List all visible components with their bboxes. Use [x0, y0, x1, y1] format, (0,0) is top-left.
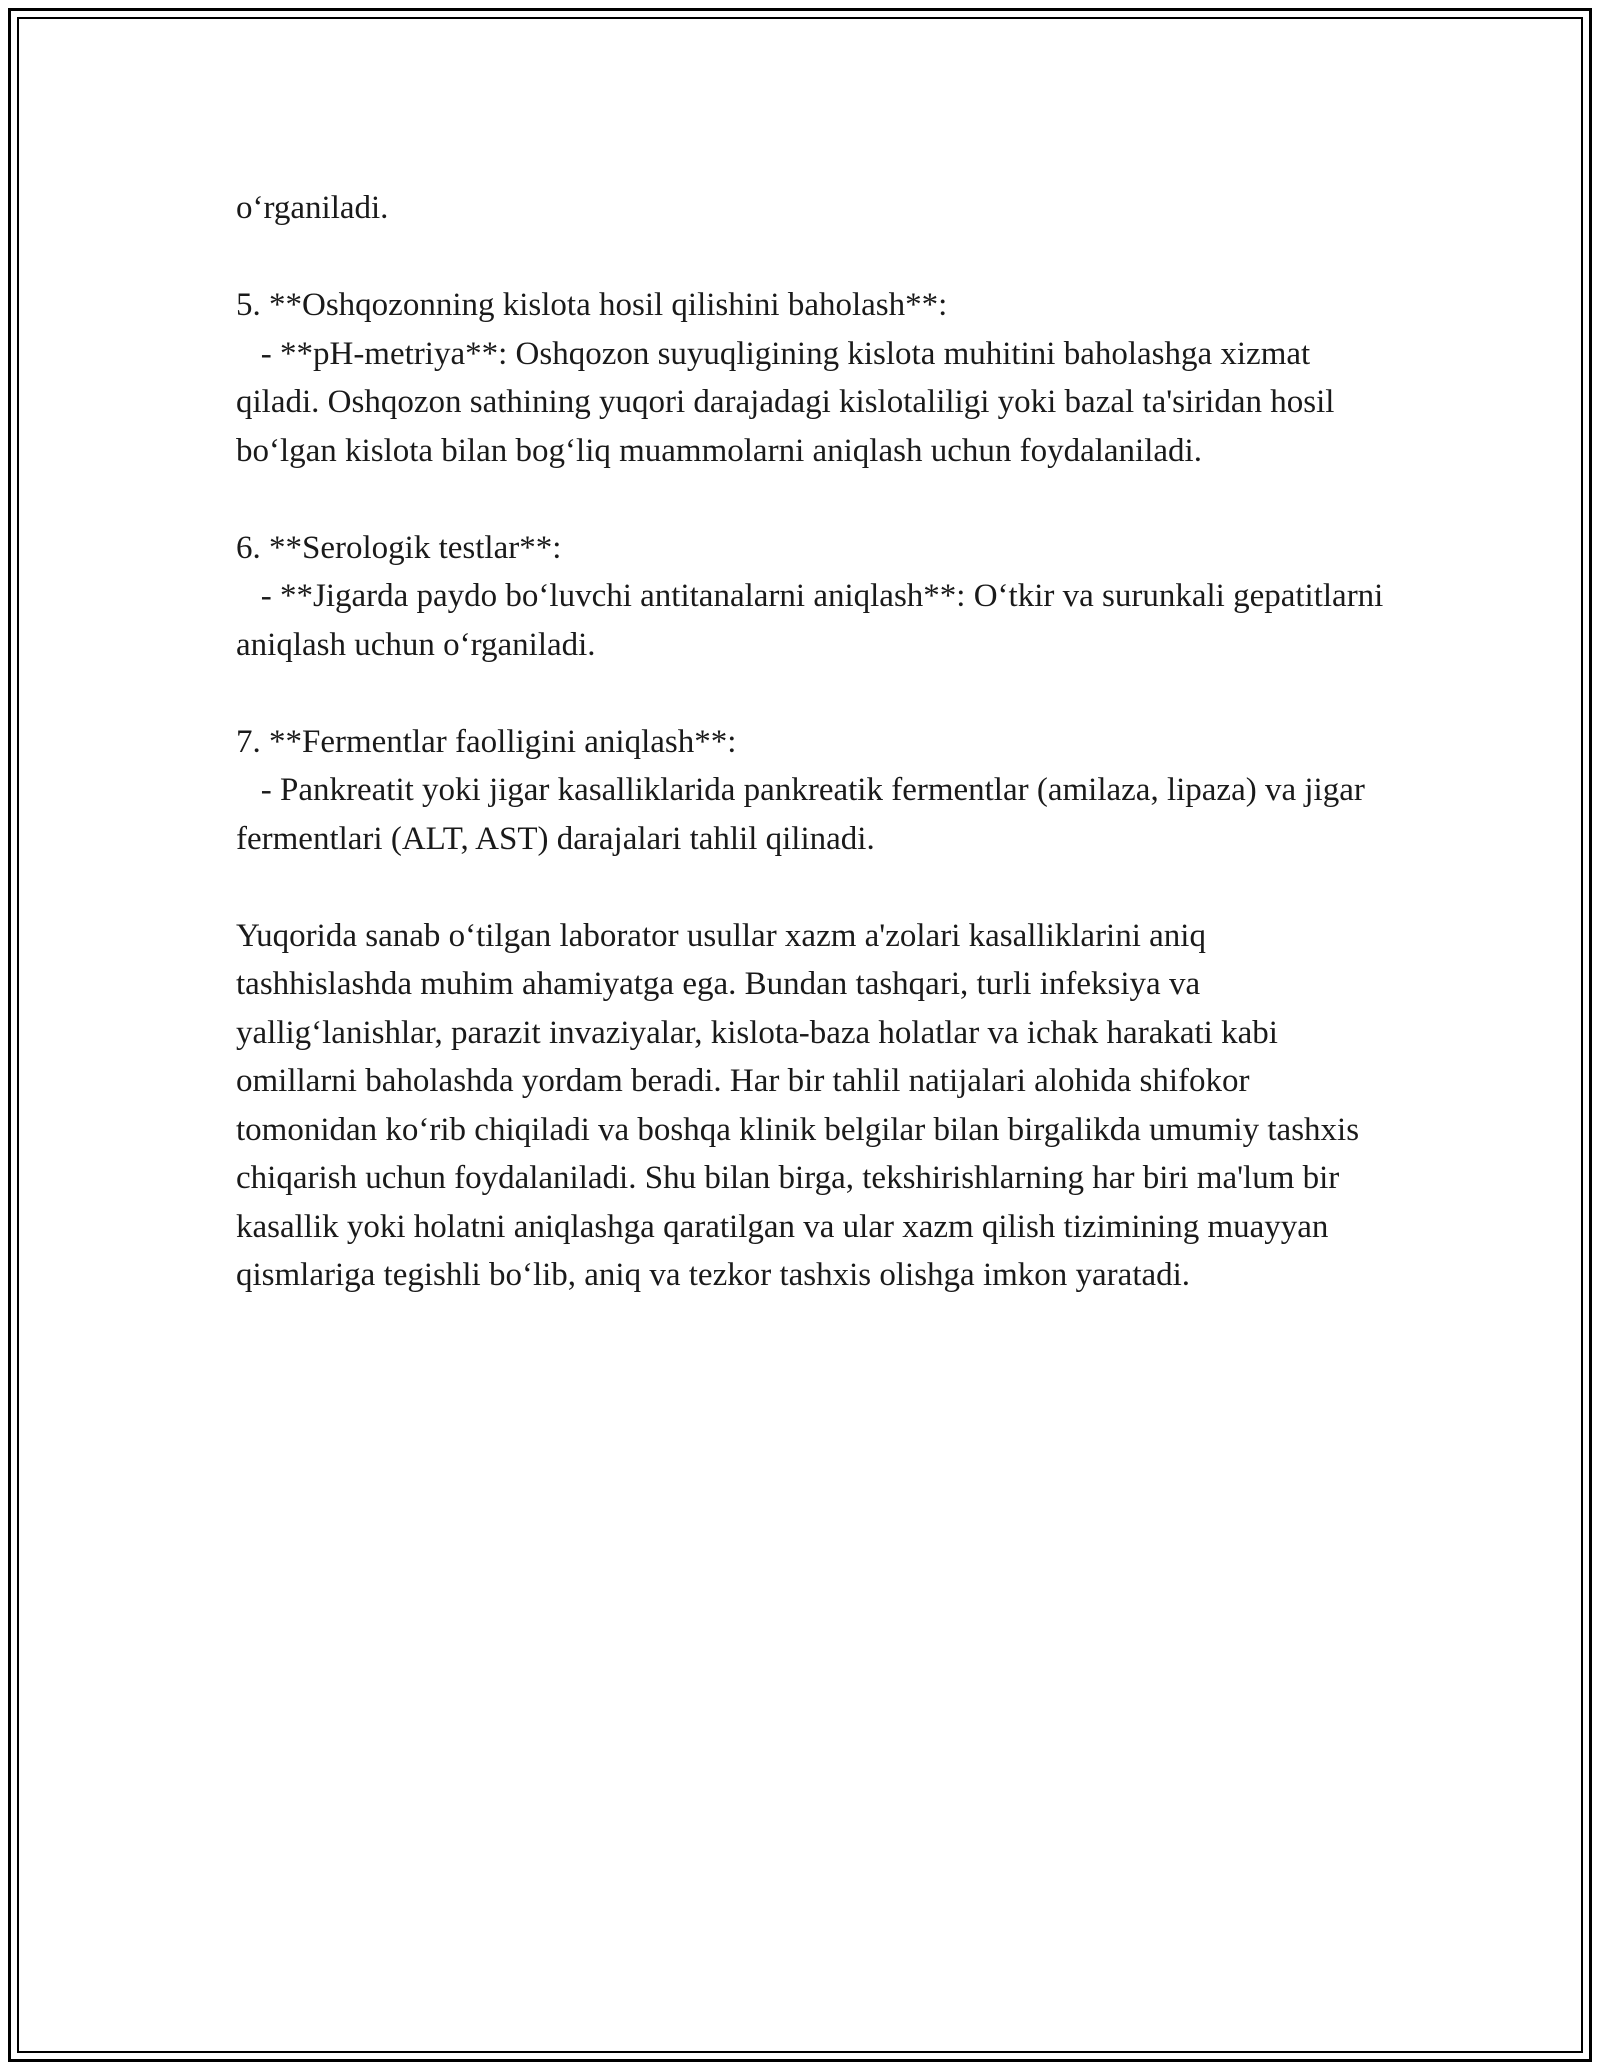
section-6-heading: 6. **Serologik testlar**: [236, 529, 562, 566]
section-7-heading: 7. **Fermentlar faolligini aniqlash**: [236, 723, 737, 760]
section-6-item: - **Jigarda paydo bo‘luvchi antitanalarni aniqlash**: O‘tkir va surunkali gepatitlarni aniqlash uchun o‘rganiladi. [236, 578, 1392, 663]
section-7-item: - Pankreatit yoki jigar kasalliklarida pankreatik fermentlar (amilaza, lipaza) va jigar fermentlari (ALT, AST) darajalari tahlil qilinadi. [236, 772, 1374, 857]
section-5-item: - **pH-metriya**: Oshqozon suyuqligining kislota muhitini baholashga xizmat qiladi. Oshqozon sathining yuqori darajadagi kislotaliligi yoki bazal ta'siridan hosil bo‘lgan kislota bilan bog‘liq muammolarni aniqlash uchun foydalaniladi. [236, 335, 1343, 469]
section-5-heading: 5. **Oshqozonning kislota hosil qilishini baholash**: [236, 287, 948, 323]
continuation-text: o‘rganiladi. [236, 190, 389, 226]
document-body [236, 184, 1392, 1300]
conclusion-paragraph: Yuqorida sanab o‘tilgan laborator usullar xazm a'zolari kasalliklarini aniq tashhislashda muhim ahamiyatga ega. Bundan tashqari, turli infeksiya va yallig‘lanishlar, parazit invaziyalar, kislota-baza holatlar va ichak harakati kabi omillarni baholashda yordam beradi. Har bir tahlil natijalari alohida shifokor tomonidan ko‘rib chiqiladi va boshqa klinik belgilar bilan birgalikda umumiy tashxis chiqarish uchun foydalaniladi. Shu bilan birga, tekshirishlarning har biri ma'lum bir kasallik yoki holatni aniqlashga qaratilgan va ular xazm qilish tizimining muayyan qismlariga tegishli bo‘lib, aniq va tezkor tashxis olishga imkon yaratadi. [236, 917, 1360, 1293]
paragraph-gap [236, 863, 1386, 912]
paragraph-gap [236, 475, 1386, 524]
paragraph-gap [236, 669, 1386, 718]
paragraph-gap [236, 233, 1386, 282]
